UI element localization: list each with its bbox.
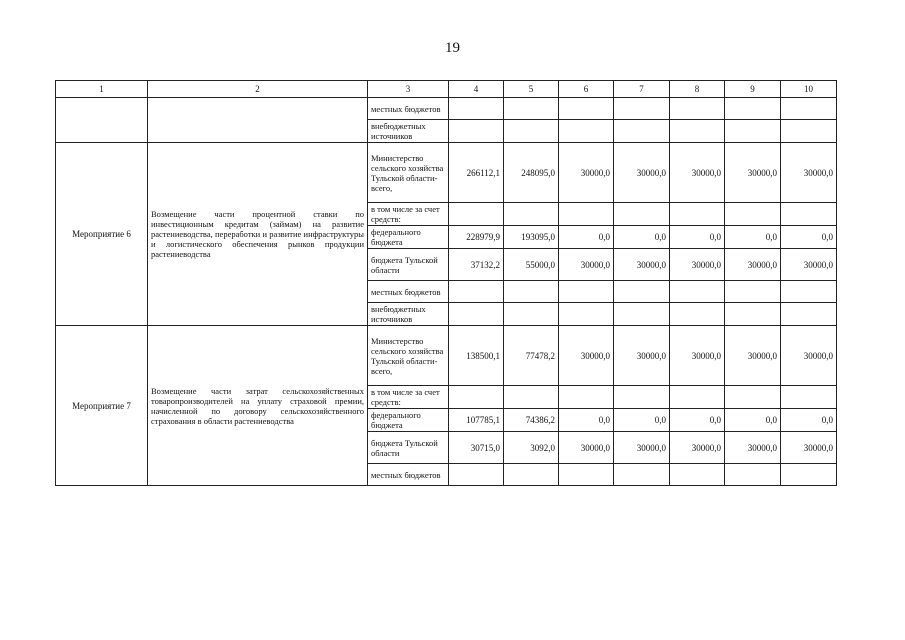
value-cell xyxy=(504,98,559,120)
value-cell: 30000,0 xyxy=(559,249,614,281)
value-cell xyxy=(614,120,670,143)
header-cell: 7 xyxy=(614,81,670,98)
value-cell xyxy=(725,120,781,143)
value-cell xyxy=(670,303,725,326)
value-cell: 138500,1 xyxy=(449,326,504,386)
value-cell xyxy=(504,120,559,143)
value-cell xyxy=(725,464,781,486)
value-cell: 30715,0 xyxy=(449,432,504,464)
value-cell xyxy=(781,98,837,120)
header-cell: 5 xyxy=(504,81,559,98)
value-cell: 0,0 xyxy=(614,409,670,432)
value-cell xyxy=(670,98,725,120)
measure-description-cell: Возмещение части процентной ставки по инвестиционным кредитам (займам) на развитие растениеводства, переработки и развитие инфраструктуры и логистического обеспечения рынков продукции растениеводства xyxy=(148,143,368,326)
value-cell: 30000,0 xyxy=(781,432,837,464)
value-cell: 77478,2 xyxy=(504,326,559,386)
value-cell xyxy=(449,464,504,486)
value-cell: 0,0 xyxy=(559,409,614,432)
value-cell xyxy=(449,303,504,326)
value-cell xyxy=(449,281,504,303)
header-cell: 3 xyxy=(368,81,449,98)
funding-source-cell: бюджета Тульской области xyxy=(368,432,449,464)
header-row xyxy=(56,81,837,98)
value-cell: 30000,0 xyxy=(781,326,837,386)
value-cell xyxy=(559,281,614,303)
value-cell: 30000,0 xyxy=(670,143,725,203)
value-cell xyxy=(449,203,504,226)
value-cell: 30000,0 xyxy=(670,326,725,386)
value-cell: 0,0 xyxy=(725,226,781,249)
value-cell: 30000,0 xyxy=(725,326,781,386)
value-cell xyxy=(559,203,614,226)
header-cell: 8 xyxy=(670,81,725,98)
value-cell: 0,0 xyxy=(670,226,725,249)
value-cell: 30000,0 xyxy=(670,249,725,281)
value-cell: 30000,0 xyxy=(614,326,670,386)
value-cell xyxy=(504,203,559,226)
value-cell xyxy=(559,464,614,486)
value-cell xyxy=(559,386,614,409)
value-cell xyxy=(614,98,670,120)
value-cell: 0,0 xyxy=(670,409,725,432)
funding-source-cell: бюджета Тульской области xyxy=(368,249,449,281)
value-cell: 0,0 xyxy=(781,409,837,432)
value-cell xyxy=(504,464,559,486)
value-cell xyxy=(781,203,837,226)
table-row xyxy=(56,143,837,203)
value-cell: 3092,0 xyxy=(504,432,559,464)
value-cell xyxy=(614,203,670,226)
value-cell xyxy=(725,203,781,226)
value-cell: 193095,0 xyxy=(504,226,559,249)
funding-source-cell: местных бюджетов xyxy=(368,281,449,303)
funding-source-cell: федерального бюджета xyxy=(368,409,449,432)
measure-description-cell: Возмещение части затрат сельскохозяйственных товаропроизводителей на уплату страховой премии, начисленной по договору сельскохозяйственного страхования в области растениеводства xyxy=(148,326,368,486)
value-cell xyxy=(504,281,559,303)
value-cell xyxy=(504,386,559,409)
page-number: 19 xyxy=(445,40,460,56)
value-cell: 30000,0 xyxy=(725,249,781,281)
value-cell: 30000,0 xyxy=(614,432,670,464)
measure-description-cell xyxy=(148,98,368,143)
value-cell xyxy=(670,281,725,303)
header-cell: 4 xyxy=(449,81,504,98)
value-cell xyxy=(725,386,781,409)
value-cell: 30000,0 xyxy=(559,143,614,203)
value-cell: 30000,0 xyxy=(725,143,781,203)
value-cell xyxy=(449,98,504,120)
value-cell xyxy=(559,303,614,326)
header-cell: 1 xyxy=(56,81,148,98)
value-cell: 0,0 xyxy=(725,409,781,432)
table-row xyxy=(56,98,837,120)
value-cell: 30000,0 xyxy=(559,326,614,386)
value-cell xyxy=(614,386,670,409)
header-cell: 6 xyxy=(559,81,614,98)
value-cell: 30000,0 xyxy=(559,432,614,464)
funding-source-cell: местных бюджетов xyxy=(368,464,449,486)
table-row xyxy=(56,326,837,386)
value-cell: 30000,0 xyxy=(670,432,725,464)
value-cell xyxy=(670,203,725,226)
funding-source-cell: Министерство сельского хозяйства Тульской области- всего, xyxy=(368,143,449,203)
value-cell xyxy=(559,120,614,143)
value-cell: 30000,0 xyxy=(781,143,837,203)
value-cell xyxy=(725,98,781,120)
value-cell xyxy=(670,464,725,486)
header-cell: 10 xyxy=(781,81,837,98)
value-cell xyxy=(781,386,837,409)
value-cell: 37132,2 xyxy=(449,249,504,281)
value-cell xyxy=(725,281,781,303)
value-cell: 0,0 xyxy=(559,226,614,249)
value-cell: 266112,1 xyxy=(449,143,504,203)
table-body xyxy=(56,81,837,486)
value-cell: 55000,0 xyxy=(504,249,559,281)
value-cell: 107785,1 xyxy=(449,409,504,432)
measure-name-cell xyxy=(56,98,148,143)
funding-source-cell: в том числе за счет средств: xyxy=(368,203,449,226)
measure-name-cell: Мероприятие 6 xyxy=(56,143,148,326)
value-cell: 30000,0 xyxy=(781,249,837,281)
value-cell xyxy=(614,281,670,303)
funding-source-cell: Министерство сельского хозяйства Тульской области- всего, xyxy=(368,326,449,386)
value-cell: 74386,2 xyxy=(504,409,559,432)
value-cell xyxy=(449,386,504,409)
value-cell xyxy=(559,98,614,120)
measure-name-cell: Мероприятие 7 xyxy=(56,326,148,486)
value-cell xyxy=(614,464,670,486)
value-cell xyxy=(781,303,837,326)
value-cell xyxy=(781,120,837,143)
value-cell xyxy=(781,464,837,486)
value-cell xyxy=(781,281,837,303)
value-cell: 0,0 xyxy=(781,226,837,249)
value-cell xyxy=(449,120,504,143)
value-cell: 30000,0 xyxy=(614,143,670,203)
value-cell: 0,0 xyxy=(614,226,670,249)
value-cell: 30000,0 xyxy=(614,249,670,281)
budget-table xyxy=(55,80,837,486)
header-cell: 9 xyxy=(725,81,781,98)
value-cell xyxy=(725,303,781,326)
funding-source-cell: местных бюджетов xyxy=(368,98,449,120)
funding-source-cell: федерального бюджета xyxy=(368,226,449,249)
value-cell: 30000,0 xyxy=(725,432,781,464)
funding-source-cell: внебюджетных источников xyxy=(368,120,449,143)
value-cell xyxy=(504,303,559,326)
value-cell: 248095,0 xyxy=(504,143,559,203)
header-cell: 2 xyxy=(148,81,368,98)
value-cell xyxy=(670,386,725,409)
value-cell xyxy=(670,120,725,143)
value-cell xyxy=(614,303,670,326)
funding-source-cell: внебюджетных источников xyxy=(368,303,449,326)
value-cell: 228979,9 xyxy=(449,226,504,249)
funding-source-cell: в том числе за счет средств: xyxy=(368,386,449,409)
